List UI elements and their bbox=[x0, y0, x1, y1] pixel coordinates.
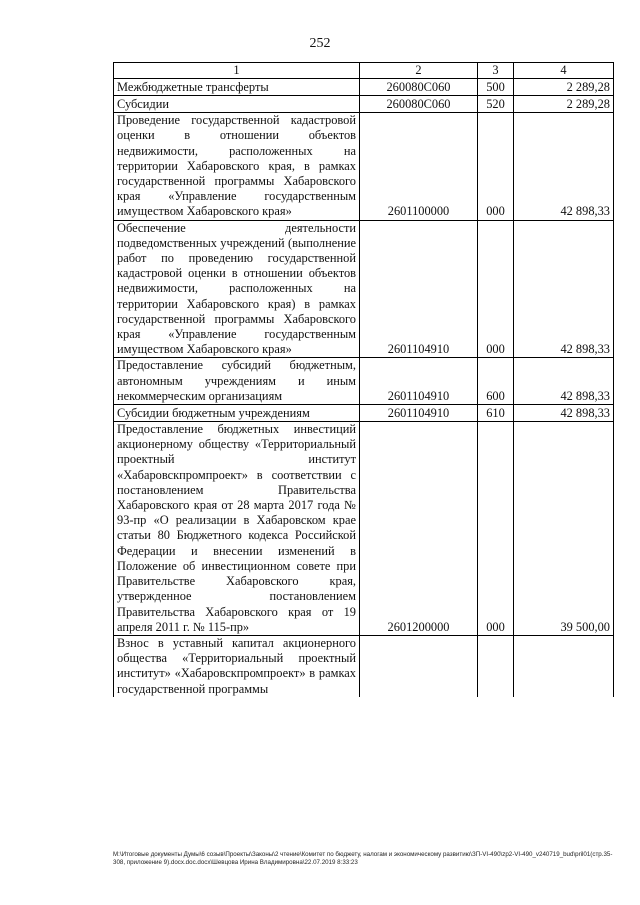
header-cell: 3 bbox=[478, 63, 514, 79]
table-row bbox=[114, 358, 614, 405]
row-type bbox=[478, 635, 514, 696]
row-code: 2601104910 bbox=[360, 220, 478, 358]
row-type: 520 bbox=[478, 96, 514, 113]
row-name: Межбюджетные трансферты bbox=[114, 79, 360, 96]
budget-table bbox=[113, 62, 614, 697]
row-name: Предоставление бюджетных инвестиций акционерному обществу «Территориальный проектный институт «Хабаровскпромпроект» в соответствии с постановлением Правительства Хабаровского края от 28 марта 2017 года № 93-пр «О реализации в Хабаровском крае статьи 80 Бюджетного кодекса Российской Федерации и внесении изменений в Положение об инвестиционном совете при Правительстве Хабаровского края, утвержденное постановлением Правительства Хабаровского края от 19 апреля 2011 г. № 115-пр» bbox=[114, 422, 360, 636]
row-sum: 39 500,00 bbox=[514, 422, 614, 636]
row-code: 2601104910 bbox=[360, 358, 478, 405]
header-cell: 2 bbox=[360, 63, 478, 79]
row-sum: 2 289,28 bbox=[514, 79, 614, 96]
table-row bbox=[114, 96, 614, 113]
row-code bbox=[360, 635, 478, 696]
row-type: 000 bbox=[478, 220, 514, 358]
row-code: 2601100000 bbox=[360, 113, 478, 220]
table-row bbox=[114, 635, 614, 696]
table-row bbox=[114, 79, 614, 96]
table-row bbox=[114, 220, 614, 358]
footer-file-path: M:\Итоговые документы Думы\6 созыв\Проекты\Законы\2 чтение\Комитет по бюджету, налогам и экономическому развитию\ЗП-VI-490\zp2-VI-490_v240719_bud\pril01(стр.35-308, приложение 9).docx.doc.docx\Шевцова Ирина Владимировна\22.07.2019 8:33:23 bbox=[113, 851, 613, 866]
row-sum: 42 898,33 bbox=[514, 358, 614, 405]
row-sum: 42 898,33 bbox=[514, 113, 614, 220]
row-sum: 42 898,33 bbox=[514, 220, 614, 358]
row-sum: 2 289,28 bbox=[514, 96, 614, 113]
table-row bbox=[114, 422, 614, 636]
page-number: 252 bbox=[309, 36, 331, 51]
row-code: 2601200000 bbox=[360, 422, 478, 636]
row-type: 500 bbox=[478, 79, 514, 96]
row-code: 260080С060 bbox=[360, 79, 478, 96]
row-sum: 42 898,33 bbox=[514, 405, 614, 422]
table-header-row bbox=[114, 63, 614, 79]
row-sum bbox=[514, 635, 614, 696]
row-code: 2601104910 bbox=[360, 405, 478, 422]
row-type: 610 bbox=[478, 405, 514, 422]
row-name: Субсидии бюджетным учреждениям bbox=[114, 405, 360, 422]
row-code: 260080С060 bbox=[360, 96, 478, 113]
row-name: Взнос в уставный капитал акционерного общества «Территориальный проектный институт» «Хабаровскпромпроект» в рамках государственной программы bbox=[114, 635, 360, 696]
row-name: Субсидии bbox=[114, 96, 360, 113]
table-row bbox=[114, 113, 614, 220]
table-row bbox=[114, 405, 614, 422]
row-type: 600 bbox=[478, 358, 514, 405]
row-name: Обеспечение деятельности подведомственных учреждений (выполнение работ по проведению государственной кадастровой оценки в отношении объектов недвижимости, расположенных на территории Хабаровского края) в рамках государственной программы Хабаровского края «Управление государственным имуществом Хабаровского края» bbox=[114, 220, 360, 358]
row-type: 000 bbox=[478, 113, 514, 220]
row-type: 000 bbox=[478, 422, 514, 636]
row-name: Предоставление субсидий бюджетным, автономным учреждениям и иным некоммерческим организациям bbox=[114, 358, 360, 405]
header-cell: 1 bbox=[114, 63, 360, 79]
row-name: Проведение государственной кадастровой оценки в отношении объектов недвижимости, расположенных на территории Хабаровского края, в рамках государственной программы Хабаровского края «Управление государственным имуществом Хабаровского края» bbox=[114, 113, 360, 220]
header-cell: 4 bbox=[514, 63, 614, 79]
